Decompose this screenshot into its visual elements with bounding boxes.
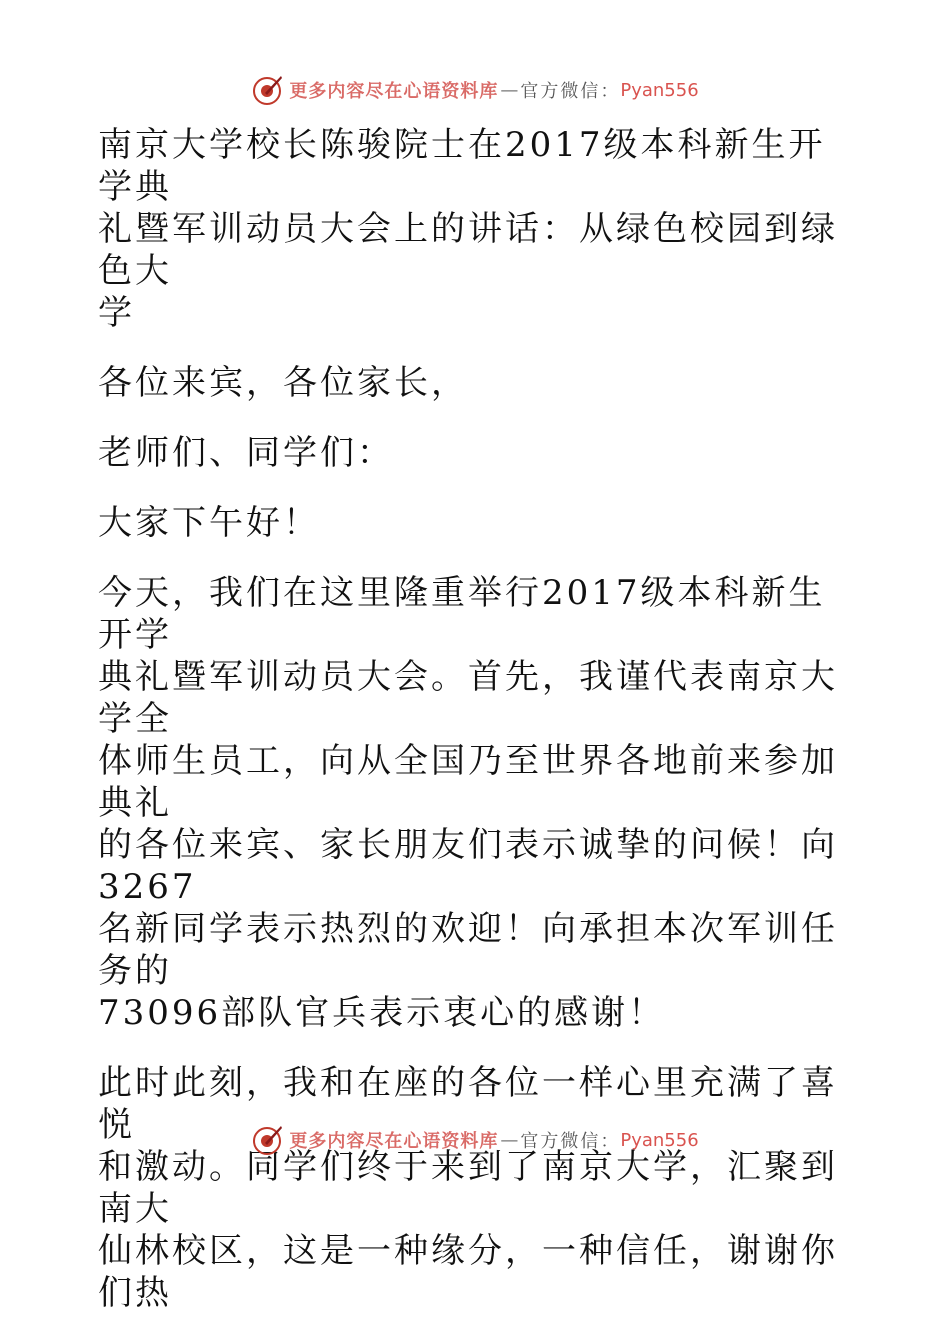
title-line: 学 — [98, 293, 135, 333]
document-title — [98, 124, 858, 334]
quill-logo-icon — [251, 73, 285, 107]
paragraph-line: 此时此刻，我和在座的各位一样心里充满了喜悦 — [98, 1063, 838, 1145]
banner-text: 更多内容尽在心语资料库 — [289, 1131, 499, 1152]
header-banner — [0, 70, 950, 110]
paragraph-line: 73096部队官兵表示衷心的感谢！ — [98, 993, 666, 1033]
paragraph-line: 体师生员工，向从全国乃至世界各地前来参加典礼 — [98, 741, 838, 823]
paragraph-line: 仙林校区，这是一种缘分，一种信任，谢谢你们热 — [98, 1231, 838, 1313]
banner-wechat-label: 官方微信： — [520, 81, 621, 102]
banner-wechat-label: 官方微信： — [520, 1131, 621, 1152]
paragraph-welcome — [98, 572, 858, 1034]
title-line: 礼暨军训动员大会上的讲话：从绿色校园到绿色大 — [98, 209, 838, 291]
paragraph-line: 名新同学表示热烈的欢迎！向承担本次军训任务的 — [98, 909, 838, 991]
paragraph-line: 和激动。同学们终于来到了南京大学，汇聚到南大 — [98, 1147, 838, 1229]
greeting-teachers: 老师们、同学们： — [98, 433, 394, 473]
paragraph-line: 典礼暨军训动员大会。首先，我谨代表南京大学全 — [98, 657, 838, 739]
banner-text: 更多内容尽在心语资料库 — [289, 81, 499, 102]
quill-logo-icon — [251, 1123, 285, 1157]
greeting-guests: 各位来宾，各位家长， — [98, 363, 468, 403]
banner-dash: — — [500, 1129, 519, 1151]
paragraph-line: 今天，我们在这里隆重举行2017级本科新生开学 — [98, 573, 826, 655]
title-line: 南京大学校长陈骏院士在2017级本科新生开学典 — [98, 125, 826, 207]
banner-wechat-id: Pyan556 — [620, 1129, 699, 1151]
greeting-afternoon: 大家下午好！ — [98, 503, 320, 543]
banner-wechat-id: Pyan556 — [620, 79, 699, 101]
banner-dash: — — [500, 79, 519, 101]
footer-banner — [0, 1120, 950, 1160]
paragraph-emotion — [98, 1062, 858, 1314]
paragraph-line: 的各位来宾、家长朋友们表示诚挚的问候！向3267 — [98, 825, 838, 907]
